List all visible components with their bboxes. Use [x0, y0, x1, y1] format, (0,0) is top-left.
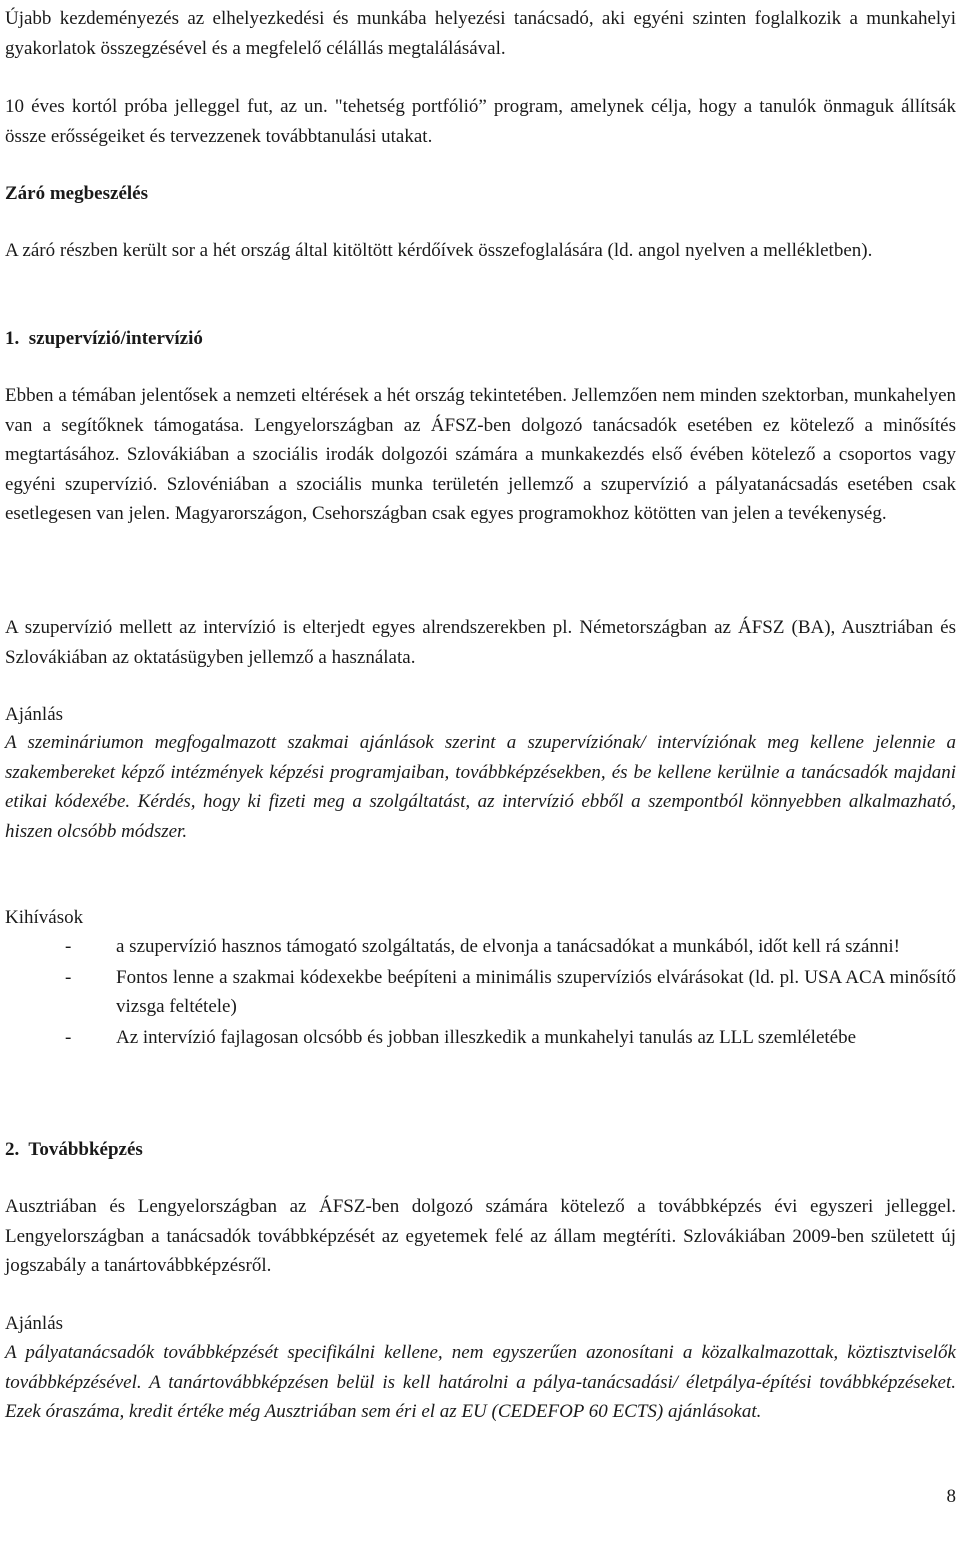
intro-paragraph: Újabb kezdeményezés az elhelyezkedési és munkába helyezési tanácsadó, aki egyéni szinten foglalkozik a munkahelyi gyakorlatok összegzésével és a megfelelő célállás megtalálásával. [5, 8, 956, 59]
section1-paragraph-2: A szupervízió mellett az intervízió is elterjedt egyes alrendszerekben pl. Németországban az ÁFSZ (BA), Ausztriában és Szlovákiában az oktatásügyben jellemző a használata. [5, 617, 956, 668]
section2-recommendation: A pályatanácsadók továbbképzését specifikálni kellene, nem egyszerűen azonosítani a közalkalmazottak, köztisztviselők továbbképzésével. A tanártovábbképzésen belül is kell határolni a pálya-tanácsadási/ életpálya-építési továbbképzéseket. Ezek óraszáma, kredit értéke még Ausztriában sem éri el az EU (CEDEFOP 60 ECTS) ajánlásokat. [5, 1342, 956, 1423]
list-item [5, 963, 956, 1022]
list-item [5, 1023, 956, 1053]
challenges-label: Kihívások [5, 907, 84, 928]
section2-paragraph: Ausztriában és Lengyelországban az ÁFSZ-ben dolgozó számára kötelező a továbbképzés évi egyszeri jelleggel. Lengyelországban a tanácsadók továbbképzését az egyetemek felé az állam megtéríti. Szlovákiában 2009-ben született új jogszabály a tanártovábbképzésről. [5, 1196, 956, 1277]
challenge-text: a szupervízió hasznos támogató szolgáltatás, de elvonja a tanácsadókat a munkából, időt kell rá szánni! [116, 936, 901, 957]
page-number: 8 [946, 1486, 956, 1507]
challenge-text: Az intervízió fajlagosan olcsóbb és jobban illeszkedik a munkahelyi tanulás az LLL szemléletébe [116, 1026, 857, 1048]
list-dash: - [65, 966, 72, 988]
section1-heading: 1. szupervízió/intervízió [5, 328, 203, 349]
section1-recommendation: A szemináriumon megfogalmazott szakmai ajánlások szerint a szupervíziónak/ intervíziónak meg kellene jelennie a szakembereket képző intézmények képzési programjaiban, továbbképzésekben, és be kellene kerülnie a tanácsadók majdani etikai kódexébe. Kérdés, hogy ki fizeti meg a szolgáltatást, az intervízió ebből a szempontból könnyebben alkalmazható, hiszen olcsóbb módszer. [5, 732, 956, 842]
closing-paragraph: A záró részben került sor a hét ország által kitöltött kérdőívek összefoglalására (ld. angol nyelven a mellékletben). [5, 240, 873, 261]
section1-recommendation-label: Ajánlás [5, 704, 64, 725]
challenge-text: Fontos lenne a szakmai kódexekbe beépíteni a minimális szupervíziós elvárásokat (ld. pl. USA ACA minősítő vizsga feltétele) [116, 966, 956, 1018]
challenges-list [5, 932, 956, 1052]
closing-heading: Záró megbeszélés [5, 183, 148, 204]
section1-paragraph-1: Ebben a témában jelentősek a nemzeti eltérések a hét ország tekintetében. Jellemzően nem minden szektorban, munkahelyen van a segítőknek támogatása. Lengyelországban az ÁFSZ-ben dolgozó tanácsadók esetében ez kötelező a minősítés megtartásához. Szlovákiában a szociális irodák dolgozói számára a munkakezdés első évében kötelező a csoportos vagy egyéni szupervízió. Szlovéniában a szociális munka területén jellemző a szupervízió a pályatanácsadás esetében csak esetlegesen van jelen. Magyarországon, Csehországban csak egyes programokhoz kötötten van jelen a tevékenység. [5, 385, 956, 525]
section2-heading: 2. Továbbképzés [5, 1139, 143, 1160]
list-dash: - [65, 1026, 72, 1048]
list-dash: - [65, 936, 72, 957]
program-paragraph: 10 éves kortól próba jelleggel fut, az un. "tehetség portfólió” program, amelynek célja, hogy a tanulók önmaguk állítsák össze erősségeiket és tervezzenek továbbtanulási utakat. [5, 96, 956, 147]
section2-recommendation-label: Ajánlás [5, 1313, 64, 1334]
list-item [5, 932, 956, 962]
